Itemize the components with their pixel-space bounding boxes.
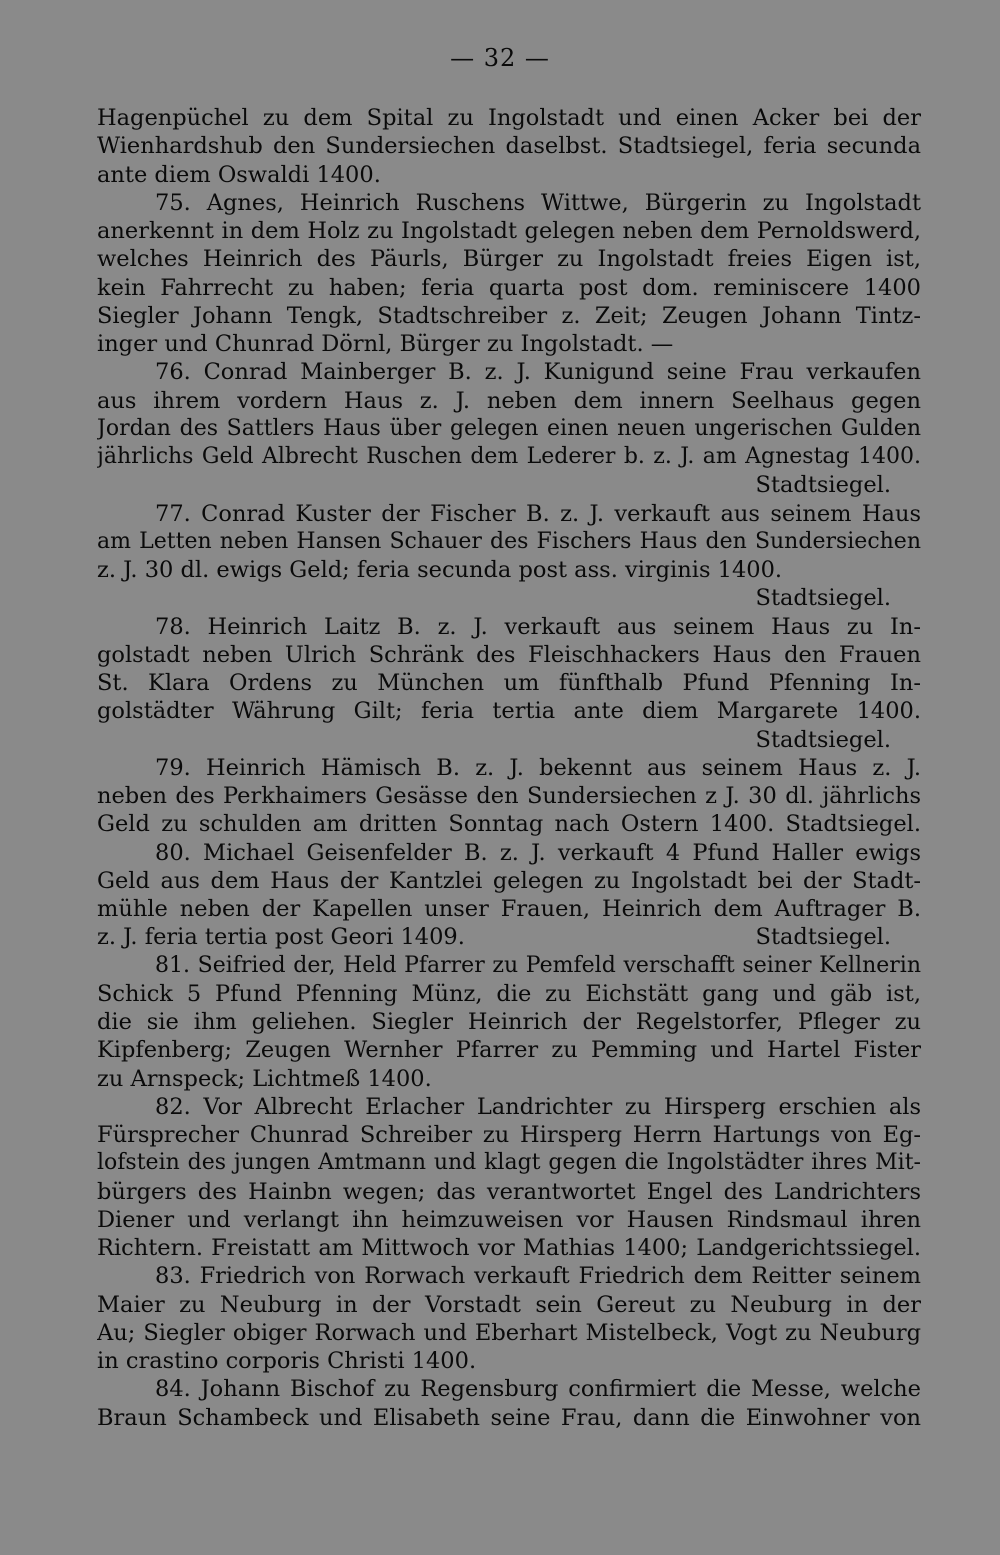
line-text: Kipfenberg; Zeugen Wernher Pfarrer zu Pemming und Hartel Fister — [97, 1037, 921, 1064]
line-text: Stadtsiegel. — [755, 726, 891, 753]
line-text: kein Fahrrecht zu haben; feria quarta post dom. reminiscere 1400 — [97, 274, 921, 301]
text-line — [97, 1375, 921, 1403]
text-line — [97, 471, 921, 499]
line-tail-text: Stadtsiegel. — [755, 924, 891, 951]
text-line — [97, 584, 921, 612]
text-line — [97, 387, 921, 415]
text-line — [97, 1262, 921, 1290]
line-text: 84. Johann Bischof zu Regensburg confirmiert die Messe, welche — [155, 1376, 921, 1403]
line-text: 83. Friedrich von Rorwach verkauft Friedrich dem Reitter seinem — [155, 1263, 921, 1290]
text-line — [97, 443, 921, 471]
text-line — [97, 1036, 921, 1064]
line-text: Hagenpüchel zu dem Spital zu Ingolstadt und einen Acker bei der — [97, 105, 921, 131]
line-text: die sie ihm geliehen. Siegler Heinrich der Regelstorfer, Pfleger zu — [97, 1009, 921, 1035]
text-line — [97, 810, 921, 838]
line-text: Fürsprecher Chunrad Schreiber zu Hirsperg Herrn Hartungs von Eg- — [97, 1122, 921, 1148]
text-line — [97, 754, 921, 782]
line-text: 79. Heinrich Hämisch B. z. J. bekennt aus seinem Haus z. J. — [155, 754, 921, 781]
text-line — [97, 104, 921, 132]
text-line — [97, 556, 921, 584]
line-text: mühle neben der Kapellen unser Frauen, Heinrich dem Auftrager B. — [97, 896, 921, 922]
text-line — [97, 726, 921, 754]
line-text: ante diem Oswaldi 1400. — [97, 161, 381, 188]
line-text: Maier zu Neuburg in der Vorstadt sein Gereut zu Neuburg in der — [97, 1291, 921, 1318]
line-text: golstadt neben Ulrich Schränk des Fleischhackers Haus den Frauen — [97, 641, 921, 668]
line-text: inger und Chunrad Dörnl, Bürger zu Ingolstadt. — — [97, 331, 674, 357]
text-line — [97, 641, 921, 669]
text-line — [97, 1149, 921, 1177]
text-line — [97, 245, 921, 273]
text-line — [97, 839, 921, 867]
line-text: Jordan des Sattlers Haus über gelegen einen neuen ungerischen Gulden — [97, 415, 921, 441]
line-text: 77. Conrad Kuster der Fischer B. z. J. verkauft aus seinem Haus — [155, 500, 921, 527]
line-text: welches Heinrich des Päurls, Bürger zu Ingolstadt freies Eigen ist, — [97, 246, 921, 273]
line-text: 75. Agnes, Heinrich Ruschens Wittwe, Bürgerin zu Ingolstadt — [155, 189, 921, 216]
text-line — [97, 613, 921, 641]
text-line — [97, 1404, 921, 1432]
line-text: Stadtsiegel. — [755, 472, 891, 499]
line-text: 78. Heinrich Laitz B. z. J. verkauft aus seinem Haus zu In- — [155, 613, 921, 640]
line-text: z. J. 30 dl. ewigs Geld; feria secunda post ass. virginis 1400. — [97, 557, 783, 583]
line-text: 80. Michael Geisenfelder B. z. J. verkauft 4 Pfund Haller ewigs — [155, 839, 921, 866]
text-line — [97, 358, 921, 386]
line-text: Stadtsiegel. — [755, 585, 891, 612]
text-line — [97, 697, 921, 725]
text-line — [97, 895, 921, 923]
text-line — [97, 500, 921, 528]
text-line — [97, 952, 921, 980]
text-line — [97, 161, 921, 189]
text-line — [97, 1178, 921, 1206]
line-text: 76. Conrad Mainberger B. z. J. Kunigund seine Frau verkaufen — [155, 359, 921, 386]
line-text: 82. Vor Albrecht Erlacher Landrichter zu Hirsperg erschien als — [155, 1093, 921, 1120]
line-text: Au; Siegler obiger Rorwach und Eberhart Mistelbeck, Vogt zu Neuburg — [97, 1319, 921, 1346]
line-text: in crastino corporis Christi 1400. — [97, 1348, 477, 1374]
text-line — [97, 782, 921, 810]
text-line — [97, 1065, 921, 1093]
text-line — [97, 1234, 921, 1262]
line-text: aus ihrem vordern Haus z. J. neben dem innern Seelhaus gegen — [97, 387, 921, 414]
line-text: Braun Schambeck und Elisabeth seine Frau, dann die Einwohner von — [97, 1404, 921, 1431]
text-line — [97, 1121, 921, 1149]
text-line — [97, 669, 921, 697]
line-text: bürgers des Hainbn wegen; das verantwortet Engel des Landrichters — [97, 1178, 921, 1205]
line-text: am Letten neben Hansen Schauer des Fischers Haus den Sundersiechen — [97, 528, 921, 554]
line-text: lofstein des jungen Amtmann und klagt gegen die Ingolstädter ihres Mit- — [97, 1150, 921, 1176]
text-line — [97, 1319, 921, 1347]
text-line — [97, 1206, 921, 1234]
page-number: — 32 — — [450, 44, 550, 72]
text-line — [97, 189, 921, 217]
line-text: anerkennt in dem Holz zu Ingolstadt gelegen neben dem Pernoldswerd, — [97, 218, 921, 244]
text-line — [97, 1291, 921, 1319]
text-line — [97, 528, 921, 556]
line-text: 81. Seifried der, Held Pfarrer zu Pemfeld verschafft seiner Kellnerin — [155, 952, 921, 978]
line-text: Wienhardshub den Sundersiechen daselbst. Stadtsiegel, feria secunda — [97, 133, 921, 160]
line-text: Schick 5 Pfund Pfenning Münz, die zu Eichstätt gang und gäb ist, — [97, 980, 921, 1007]
line-text: zu Arnspeck; Lichtmeß 1400. — [97, 1065, 432, 1092]
text-line — [97, 1008, 921, 1036]
text-line — [97, 923, 921, 951]
body-text — [97, 104, 921, 1432]
text-line — [97, 274, 921, 302]
text-line — [97, 415, 921, 443]
line-text: Richtern. Freistatt am Mittwoch vor Mathias 1400; Landgerichtssiegel. — [97, 1235, 921, 1261]
text-line — [97, 217, 921, 245]
text-line — [97, 867, 921, 895]
line-text: jährlichs Geld Albrecht Ruschen dem Lederer b. z. J. am Agnestag 1400. — [97, 444, 921, 469]
line-text: z. J. feria tertia post Geori 1409. — [97, 924, 465, 951]
text-line — [97, 302, 921, 330]
text-line — [97, 980, 921, 1008]
line-text: Geld zu schulden am dritten Sonntag nach Ostern 1400. Stadtsiegel. — [97, 811, 921, 838]
line-text: Diener und verlangt ihn heimzuweisen vor Hausen Rindsmaul ihren — [97, 1206, 921, 1233]
text-line — [97, 1347, 921, 1375]
line-text: Geld aus dem Haus der Kantzlei gelegen zu Ingolstadt bei der Stadt- — [97, 867, 921, 894]
line-text: neben des Perkhaimers Gesässe den Sundersiechen z J. 30 dl. jährlichs — [97, 783, 921, 809]
line-text: St. Klara Ordens zu München um fünfthalb Pfund Pfenning In- — [97, 670, 921, 696]
line-text: golstädter Währung Gilt; feria tertia ante diem Margarete 1400. — [97, 698, 921, 725]
text-line — [97, 330, 921, 358]
text-line — [97, 132, 921, 160]
text-line — [97, 1093, 921, 1121]
line-text: Siegler Johann Tengk, Stadtschreiber z. Zeit; Zeugen Johann Tintz- — [97, 302, 921, 329]
